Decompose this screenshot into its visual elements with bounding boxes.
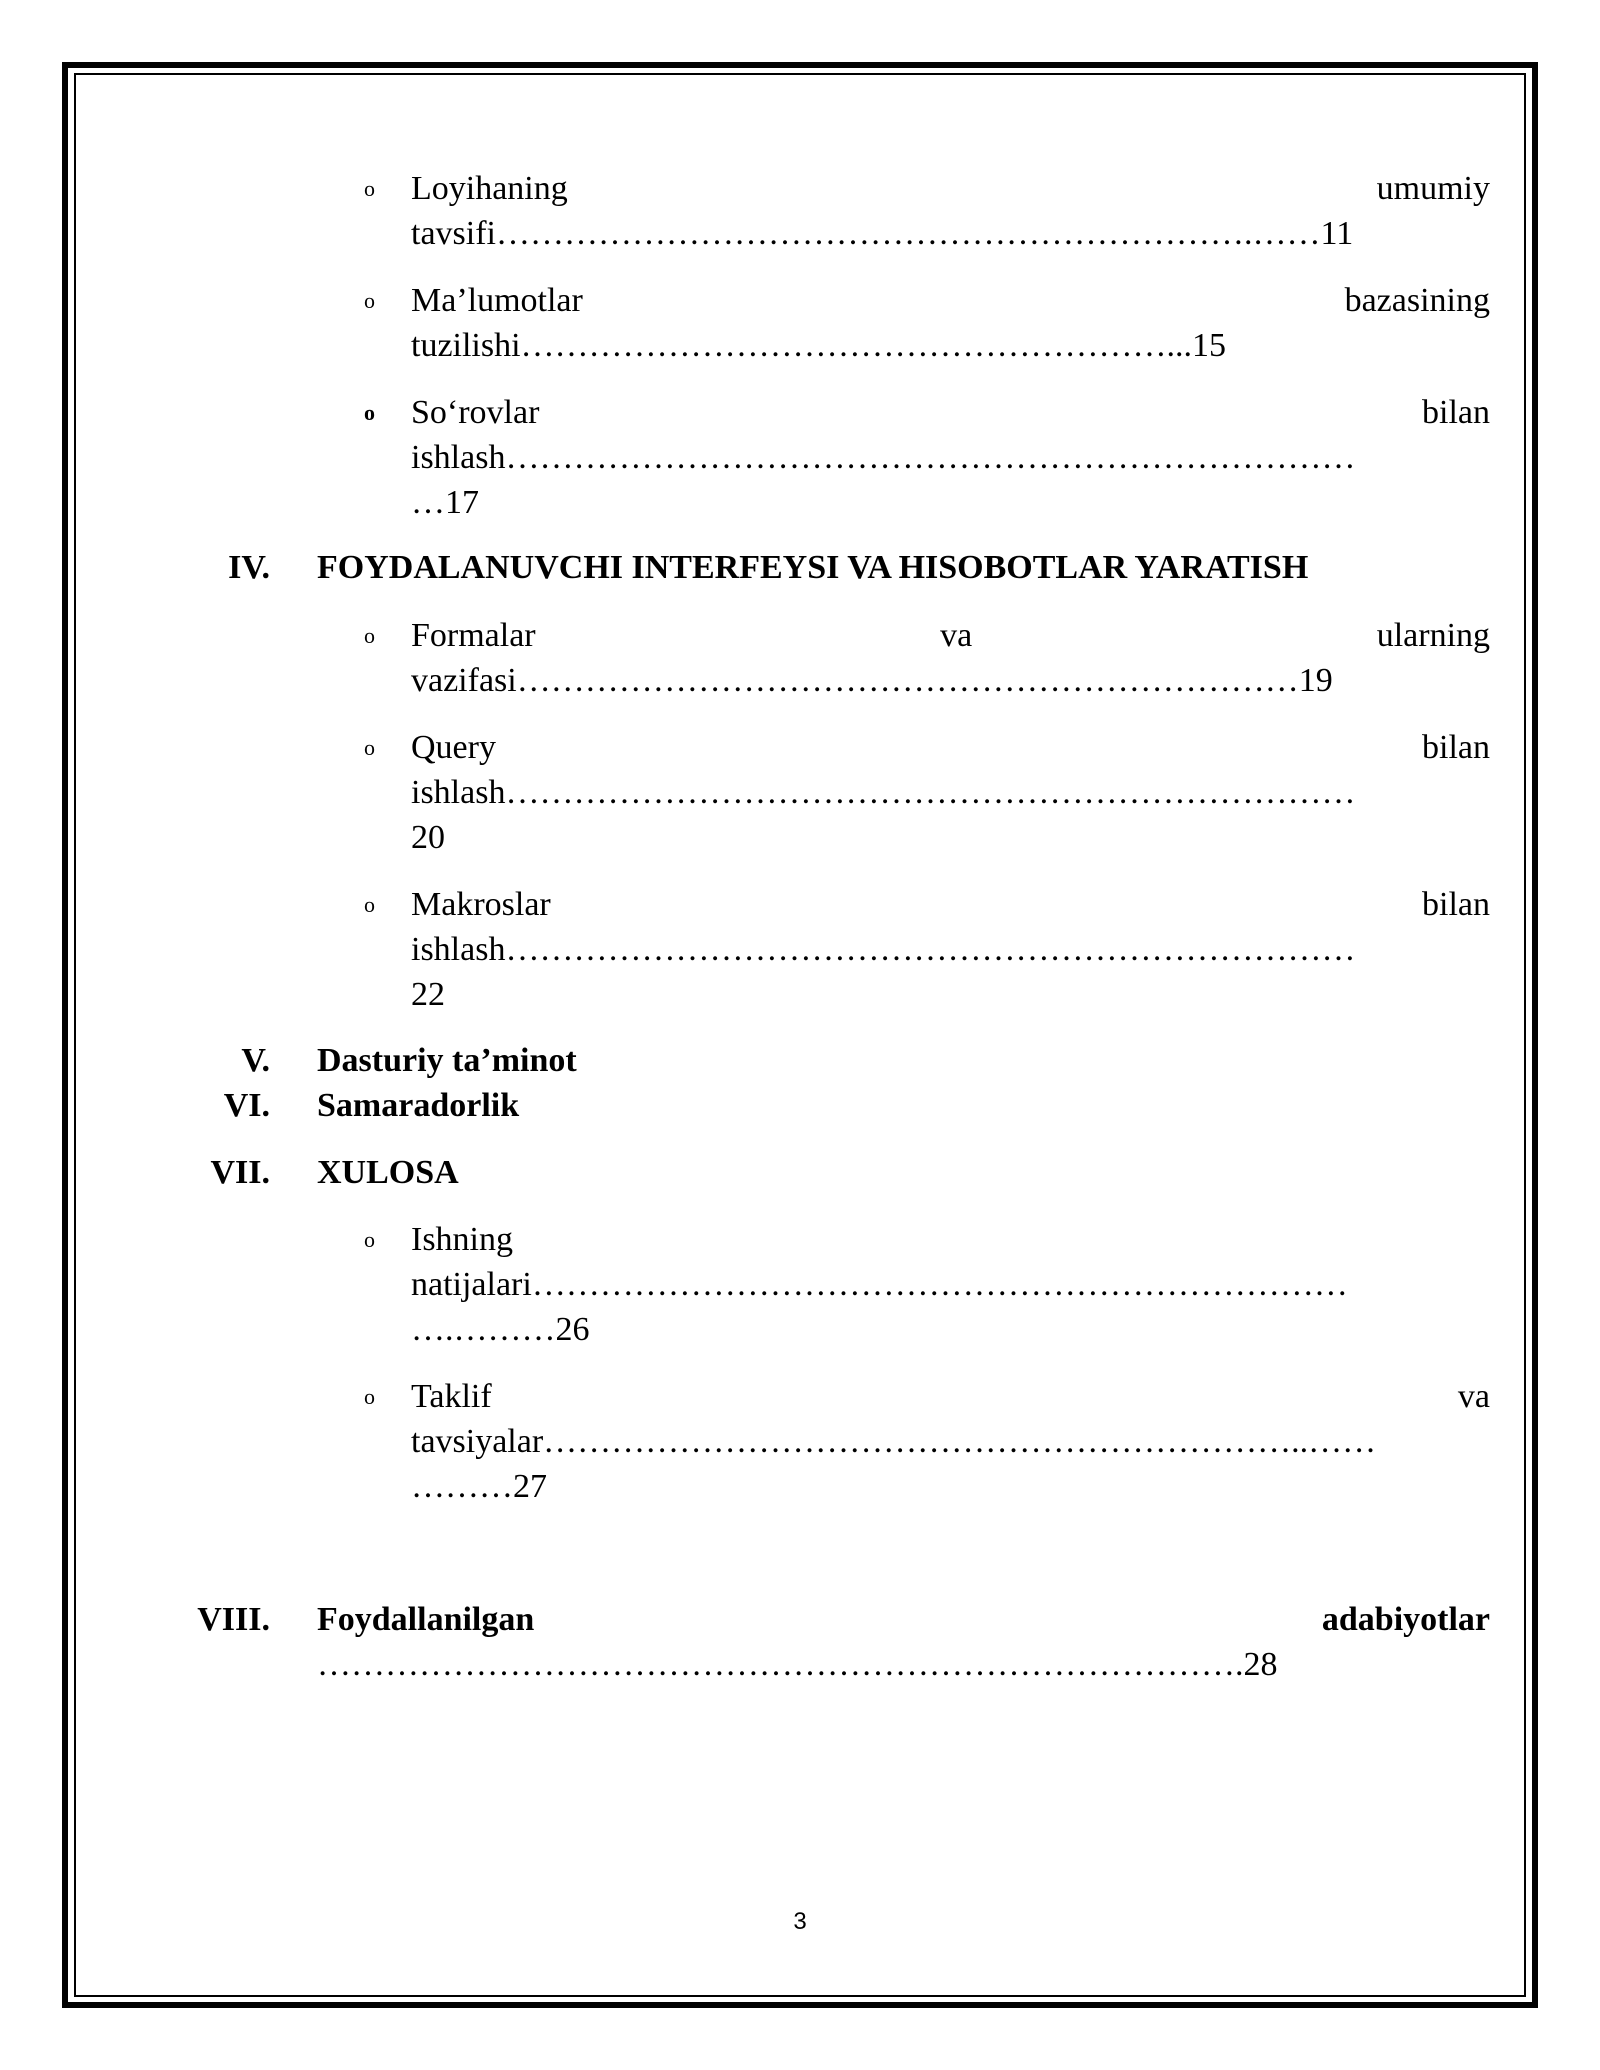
- bullet-icon: o: [364, 1384, 375, 1409]
- section-number: V.: [241, 1042, 270, 1079]
- bullet-icon: o: [364, 288, 375, 313]
- section-number: VIII.: [197, 1601, 270, 1638]
- section-title-vi[interactable]: Samaradorlik: [317, 1087, 520, 1124]
- toc-item-head: Loyihaning umumiy: [411, 170, 1490, 207]
- toc-item-page: 20: [411, 819, 445, 856]
- toc-item-leader: ……………………………………………………………………….28: [317, 1646, 1278, 1683]
- toc-item-head: Makroslar bilan: [411, 886, 1490, 923]
- toc-item-formalar[interactable]: [411, 613, 1490, 703]
- bullet-icon: o: [364, 1227, 375, 1252]
- section-number: VII.: [210, 1154, 270, 1191]
- toc-item-leader: tavsiyalar…………………………………………………………..……: [411, 1423, 1377, 1460]
- toc-item-loyihaning[interactable]: [411, 166, 1490, 256]
- toc-item-leader: ishlash…………………………………………………………………: [411, 439, 1356, 476]
- toc-item-page: ….………26: [411, 1311, 590, 1348]
- section-title-iv[interactable]: FOYDALANUVCHI INTERFEYSI VA HISOBOTLAR YARATISH: [317, 549, 1309, 586]
- toc-item-head: Ma’lumotlar bazasining: [411, 282, 1490, 319]
- toc-item-leader: vazifasi……………………………………………………………19: [411, 662, 1333, 699]
- bullet-icon: o: [364, 176, 375, 201]
- toc-item-head: Foydallanilgan adabiyotlar: [317, 1601, 1490, 1638]
- section-title-vii[interactable]: XULOSA: [317, 1154, 459, 1191]
- page-number: 3: [793, 1908, 807, 1935]
- toc-item-ishning[interactable]: [411, 1217, 1490, 1352]
- toc-item-sorovlar[interactable]: [411, 390, 1490, 525]
- toc-item-head: Taklif va: [411, 1378, 1490, 1415]
- toc-item-head: So‘rovlar bilan: [411, 394, 1490, 431]
- section-title-v[interactable]: Dasturiy ta’minot: [317, 1042, 577, 1079]
- toc-item-head: Ishning: [411, 1221, 513, 1258]
- toc-item-query[interactable]: [411, 725, 1490, 860]
- toc-item-malumotlar[interactable]: [411, 278, 1490, 368]
- section-number: VI.: [223, 1087, 270, 1124]
- toc-item-taklif[interactable]: [411, 1374, 1490, 1509]
- toc-item-leader: ishlash…………………………………………………………………: [411, 931, 1356, 968]
- bullet-icon: o: [364, 892, 375, 917]
- toc-item-page: ………27: [411, 1468, 547, 1505]
- toc-item-makroslar[interactable]: [411, 882, 1490, 1017]
- toc-item-page: 22: [411, 976, 445, 1013]
- toc-item-head: Query bilan: [411, 729, 1490, 766]
- section-title-viii[interactable]: [317, 1597, 1490, 1687]
- toc-item-leader: tavsifi………………………………………………………….……11: [411, 215, 1354, 252]
- toc-item-leader: natijalari………………………………………………………………: [411, 1266, 1348, 1303]
- toc-item-leader: tuzilishi…………………………………………………...15: [411, 327, 1227, 364]
- bullet-icon: o: [364, 400, 375, 425]
- bullet-icon: o: [364, 623, 375, 648]
- toc-item-page: …17: [411, 484, 479, 521]
- toc-item-head: Formalar va ularning: [411, 617, 1491, 654]
- section-number: IV.: [228, 549, 270, 586]
- toc-item-leader: ishlash…………………………………………………………………: [411, 774, 1356, 811]
- bullet-icon: o: [364, 735, 375, 760]
